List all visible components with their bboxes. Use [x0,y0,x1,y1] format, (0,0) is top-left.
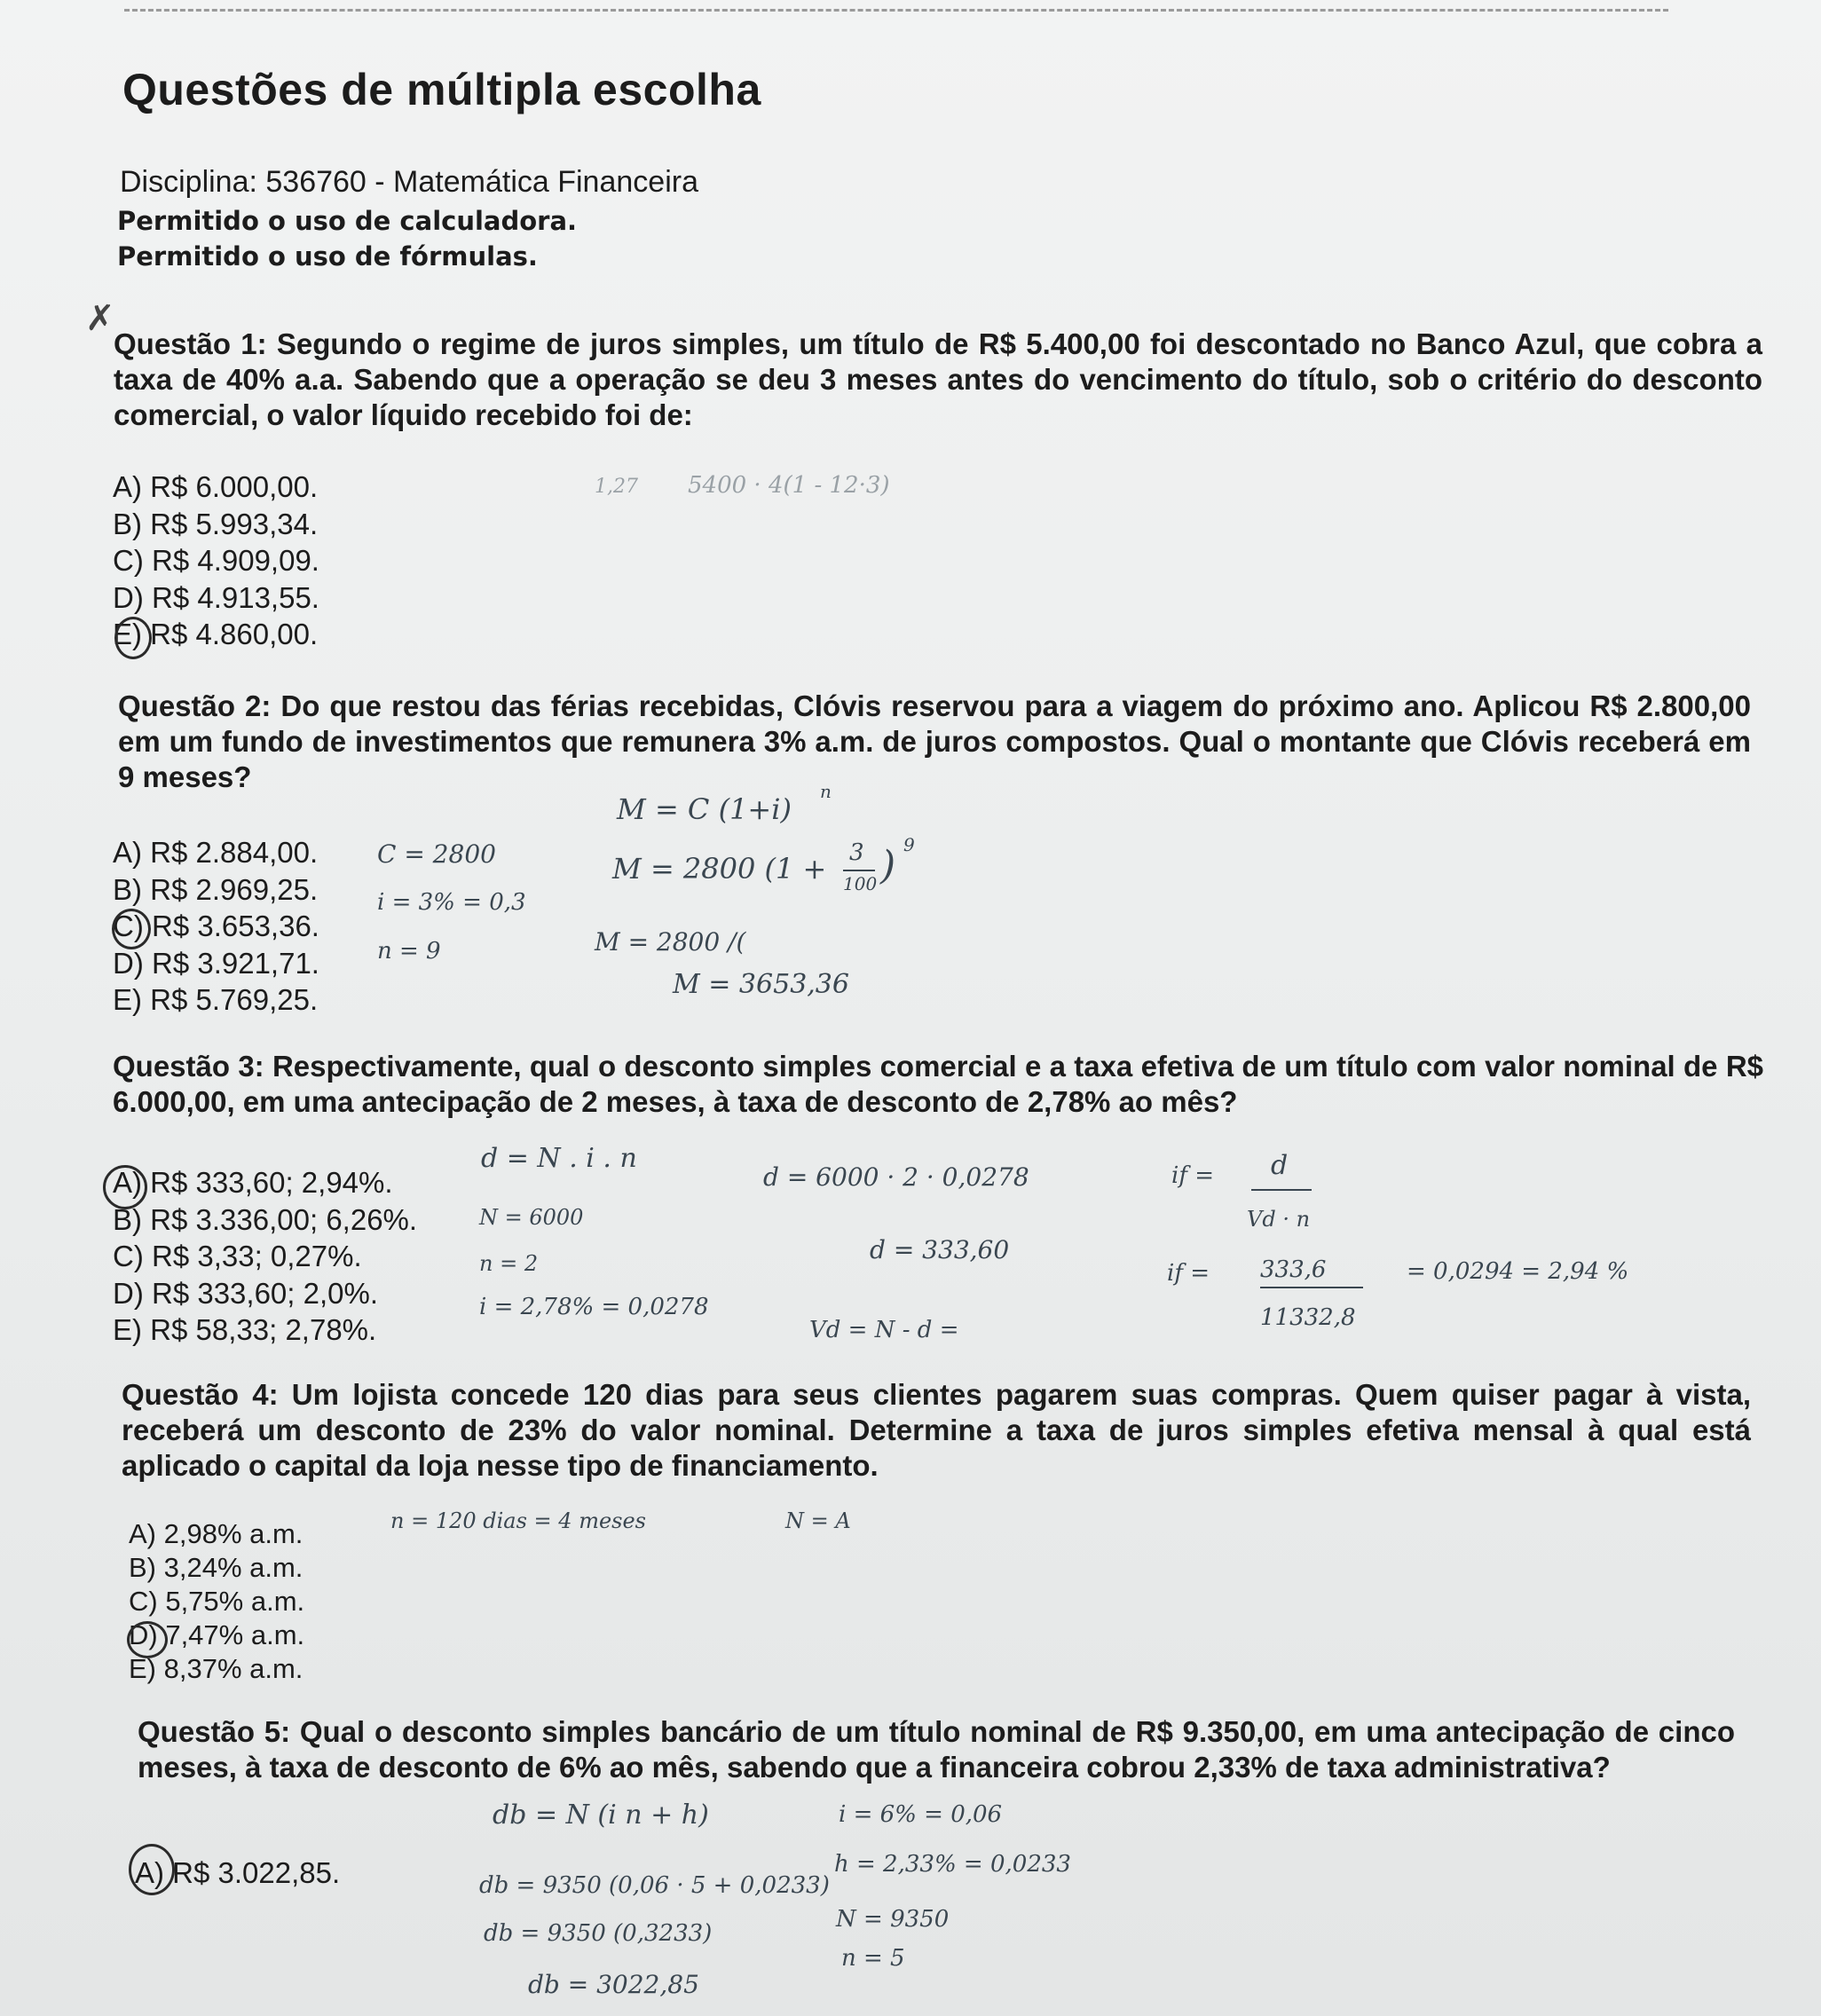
handwriting-q3-if2-label: if = [1167,1260,1210,1287]
handwriting-q3-if-num: d [1271,1150,1289,1181]
question-3-text: Questão 3: Respectivamente, qual o desconto simples comercial e a taxa efetiva de um título com valor nominal de R$ 6.000,00, em uma antecipação de 2 meses, à taxa de desconto de 2,78% ao mês? [113,1050,1763,1118]
fraction-bar-q3-a [1251,1189,1312,1191]
handwriting-q2-result: M = 3653,36 [673,969,849,1000]
page-title: Questões de múltipla escolha [122,65,761,114]
handwriting-q5-h: h = 2,33% = 0,0233 [834,1851,1071,1878]
handwriting-q3-result: = 0,0294 = 2,94 % [1407,1258,1629,1285]
option-q3-b[interactable]: B) R$ 3.336,00; 6,26%. [113,1202,418,1236]
cross-mark-icon: ✗ [85,299,115,338]
question-1-text: Questão 1: Segundo o regime de juros simples, um título de R$ 5.400,00 foi descontado no Banco Azul, que cobra a taxa de 40% a.a. Sabendo que a operação se deu 3 meses antes do vencimento do título, sob o critério do desconto comercial, o valor líquido recebido foi de: [114,327,1762,431]
option-q1-c[interactable]: C) R$ 4.909,09. [113,544,319,577]
handwriting-q3-if-den: Vd · n [1247,1207,1311,1232]
option-q4-a[interactable]: A) 2,98% a.m. [129,1518,304,1549]
handwriting-q3-n: n = 2 [479,1251,539,1276]
option-q4-b[interactable]: B) 3,24% a.m. [129,1552,304,1583]
handwriting-q5-formula: db = N (i n + h) [493,1799,709,1831]
option-q2-e[interactable]: E) R$ 5.769,25. [113,983,319,1016]
handwriting-q5-N: N = 9350 [836,1906,950,1933]
option-q2-d[interactable]: D) R$ 3.921,71. [113,946,319,980]
handwriting-q3-if2-num: 333,6 [1260,1256,1327,1283]
question-4-text: Questão 4: Um lojista concede 120 dias para seus clientes pagarem suas compras. Quem quiser pagar à vista, receberá um desconto de 23% do valor nominal. Determine a taxa de juros simples efetiva mensal à qual está aplicado o capital da loja nesse tipo de financiamento. [122,1378,1751,1482]
answer-circle-q2 [112,909,151,949]
option-q3-c[interactable]: C) R$ 3,33; 0,27%. [113,1240,362,1272]
option-q3-d[interactable]: D) R$ 333,60; 2,0%. [113,1276,378,1310]
handwriting-q2-paren: ) [880,843,896,888]
handwriting-q5-step: db = 9350 (0,3233) [484,1920,713,1947]
handwriting-q3-if2-den: 11332,8 [1260,1304,1356,1331]
handwriting-q5-n: n = 5 [841,1945,905,1972]
handwriting-q2-num: 3 [849,839,864,866]
option-q4-e[interactable]: E) 8,37% a.m. [129,1653,304,1684]
option-q3-a[interactable]: A) R$ 333,60; 2,94%. [113,1166,393,1199]
option-q1-e[interactable]: E) R$ 4.860,00. [113,618,319,650]
formulas-note: Permitido o uso de fórmulas. [117,241,538,272]
fraction-bar-q2 [843,870,875,871]
option-q5-a[interactable]: A) R$ 3.022,85. [135,1856,341,1889]
handwriting-q3-N: N = 6000 [479,1205,584,1230]
handwriting-q2-formula: M = C (1+i) [617,792,792,826]
handwriting-q1-b: 5400 · 4(1 - 12·3) [688,472,890,499]
question-5-text: Questão 5: Qual o desconto simples bancário de um título nominal de R$ 9.350,00, em uma antecipação de cinco meses, à taxa de desconto de 6% ao mês, sabendo que a financeira cobrou 2,33% de taxa administrativa? [138,1715,1735,1784]
handwriting-q2-exp-9: 9 [903,834,915,855]
handwriting-q2-c: C = 2800 [377,839,496,869]
handwriting-q3-vd: Vd = N - d = [809,1317,959,1343]
handwriting-q2-n: n = 9 [377,938,441,965]
answer-circle-q4 [127,1621,168,1658]
option-q2-c[interactable]: C) R$ 3.653,36. [113,910,319,942]
handwriting-q2-den: 100 [843,873,878,894]
handwriting-q2-step: M = 2800 /( [595,927,746,957]
fraction-bar-q3-b [1260,1287,1363,1288]
handwriting-q3-if-label: if = [1171,1162,1214,1189]
answer-circle-q5 [129,1844,175,1895]
dashed-cut-line [124,9,1668,12]
option-q1-b[interactable]: B) R$ 5.993,34. [113,507,319,540]
question-2-text: Questão 2: Do que restou das férias recebidas, Clóvis reservou para a viagem do próximo ano. Aplicou R$ 2.800,00 em um fundo de investimentos que remunera 3% a.m. de juros compostos. Qual o montante que Clóvis receberá em 9 meses? [118,689,1751,793]
option-q4-d[interactable]: D) 7,47% a.m. [129,1619,305,1650]
answer-circle-q1 [114,617,152,659]
handwriting-q5-sub: db = 9350 (0,06 · 5 + 0,0233) [479,1872,830,1899]
handwriting-q4-n: n = 120 dias = 4 meses [390,1508,646,1533]
handwriting-q2-exp-n: n [820,781,832,802]
handwriting-q5-i: i = 6% = 0,06 [839,1801,1003,1828]
calculator-note: Permitido o uso de calculadora. [117,206,578,236]
handwriting-q3-formula: d = N . i . n [481,1143,637,1174]
question-3-options [113,1164,417,1349]
option-q2-b[interactable]: B) R$ 2.969,25. [113,872,319,906]
answer-circle-q3 [103,1165,147,1209]
option-q1-a[interactable]: A) R$ 6.000,00. [113,470,319,503]
question-4-options [129,1517,304,1686]
handwriting-q1-a: 1,27 [595,476,638,498]
handwriting-q3-d: d = 333,60 [870,1235,1010,1264]
handwriting-q4-N: N = A [785,1508,851,1533]
handwriting-q3-i: i = 2,78% = 0,0278 [479,1294,709,1320]
handwriting-q2-sub: M = 2800 (1 + [612,852,827,886]
handwriting-q2-i: i = 3% = 0,3 [377,889,526,916]
option-q2-a[interactable]: A) R$ 2.884,00. [113,836,319,869]
discipline-line: Disciplina: 536760 - Matemática Financeira [120,165,698,199]
option-q4-c[interactable]: C) 5,75% a.m. [129,1586,305,1617]
handwriting-q3-calc: d = 6000 · 2 · 0,0278 [763,1162,1029,1192]
option-q3-e[interactable]: E) R$ 58,33; 2,78%. [113,1313,377,1346]
option-q1-d[interactable]: D) R$ 4.913,55. [113,580,319,614]
handwriting-q5-result: db = 3022,85 [528,1970,699,1999]
